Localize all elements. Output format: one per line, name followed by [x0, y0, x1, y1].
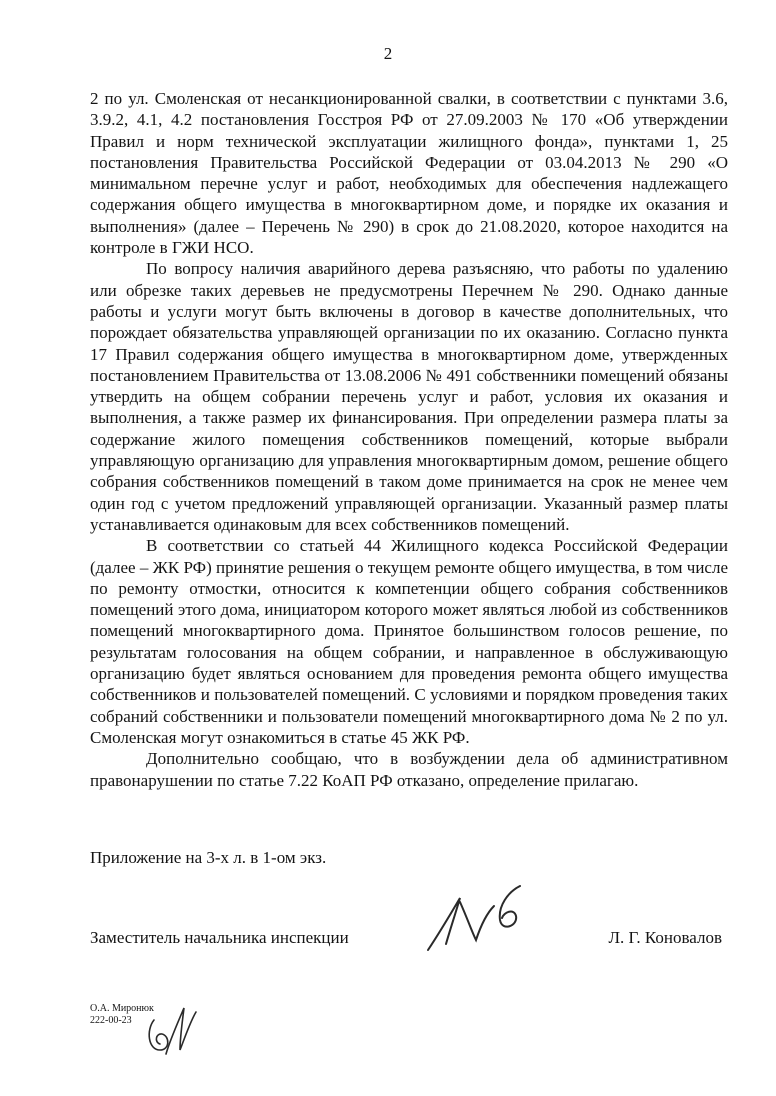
handwritten-signature [420, 880, 530, 958]
letter-body [90, 88, 728, 791]
page-number: 2 [383, 44, 393, 63]
attachment-note: Приложение на 3-х л. в 1-ом экз. [90, 848, 327, 867]
paragraph-4: Дополнительно сообщаю, что в возбуждении дела об административном правонарушении по статье 7.22 КоАП РФ отказано, определение прилагаю. [90, 749, 728, 790]
executor-name: О.А. Миронюк [90, 1003, 154, 1014]
signatory-name: Л. Г. Коновалов [608, 928, 722, 947]
handwritten-initials [140, 1000, 200, 1060]
paragraph-2: По вопросу наличия аварийного дерева разъясняю, что работы по удалению или обрезке таких деревьев не предусмотрены Перечнем № 290. Однако данные работы и услуги могут быть включены в договор в качестве дополнительных, что порождает обязательства управляющей организации по их оказанию. Согласно пункта 17 Правил содержания общего имущества в многоквартирном доме, утвержденных постановлением Правительства от 13.08.2006 № 491 собственники помещений обязаны утвердить на общем собрании перечень услуг и работ, условия их оказания и выполнения, а также размер их финансирования. При определении размера платы за содержание жилого помещения собственников помещений, которые выбрали управляющую организацию для управления многоквартирным домом, решение общего собрания собственников помещений в таком доме принимается на срок не менее чем один год с учетом предложений управляющей организации. Указанный размер платы устанавливается одинаковым для всех собственников помещений. [90, 259, 728, 534]
paragraph-3: В соответствии со статьей 44 Жилищного кодекса Российской Федерации (далее – ЖК РФ) принятие решения о текущем ремонте общего имущества, в том числе по ремонту отмостки, относится к компетенции общего собрания собственников помещений этого дома, инициатором которого может являться любой из собственников помещений многоквартирного дома. Принятое большинством голосов решение, по результатам голосования на общем собрании, и направленное в обслуживающую организацию будет являться основанием для проведения ремонта общего имущества собственников и пользователей помещений. С условиями и порядком проведения таких собраний собственники и пользователи помещений многоквартирного дома № 2 по ул. Смоленская могут ознакомиться в статье 45 ЖК РФ. [90, 536, 728, 747]
signatory-title: Заместитель начальника инспекции [90, 928, 349, 947]
paragraph-1: 2 по ул. Смоленская от несанкционированной свалки, в соответствии с пунктами 3.6, 3.9.2, 4.1, 4.2 постановления Госстроя РФ от 27.09.2003 № 170 «Об утверждении Правил и норм технической эксплуатации жилищного фонда», пунктами 1, 25 постановления Правительства Российской Федерации от 03.04.2013 № 290 «О минимальном перечне услуг и работ, необходимых для обеспечения надлежащего содержания общего имущества в многоквартирном доме, и порядке их оказания и выполнения» (далее – Перечень № 290) в срок до 21.08.2020, которое находится на контроле в ГЖИ НСО. [90, 89, 728, 258]
executor-phone: 222-00-23 [90, 1015, 132, 1026]
